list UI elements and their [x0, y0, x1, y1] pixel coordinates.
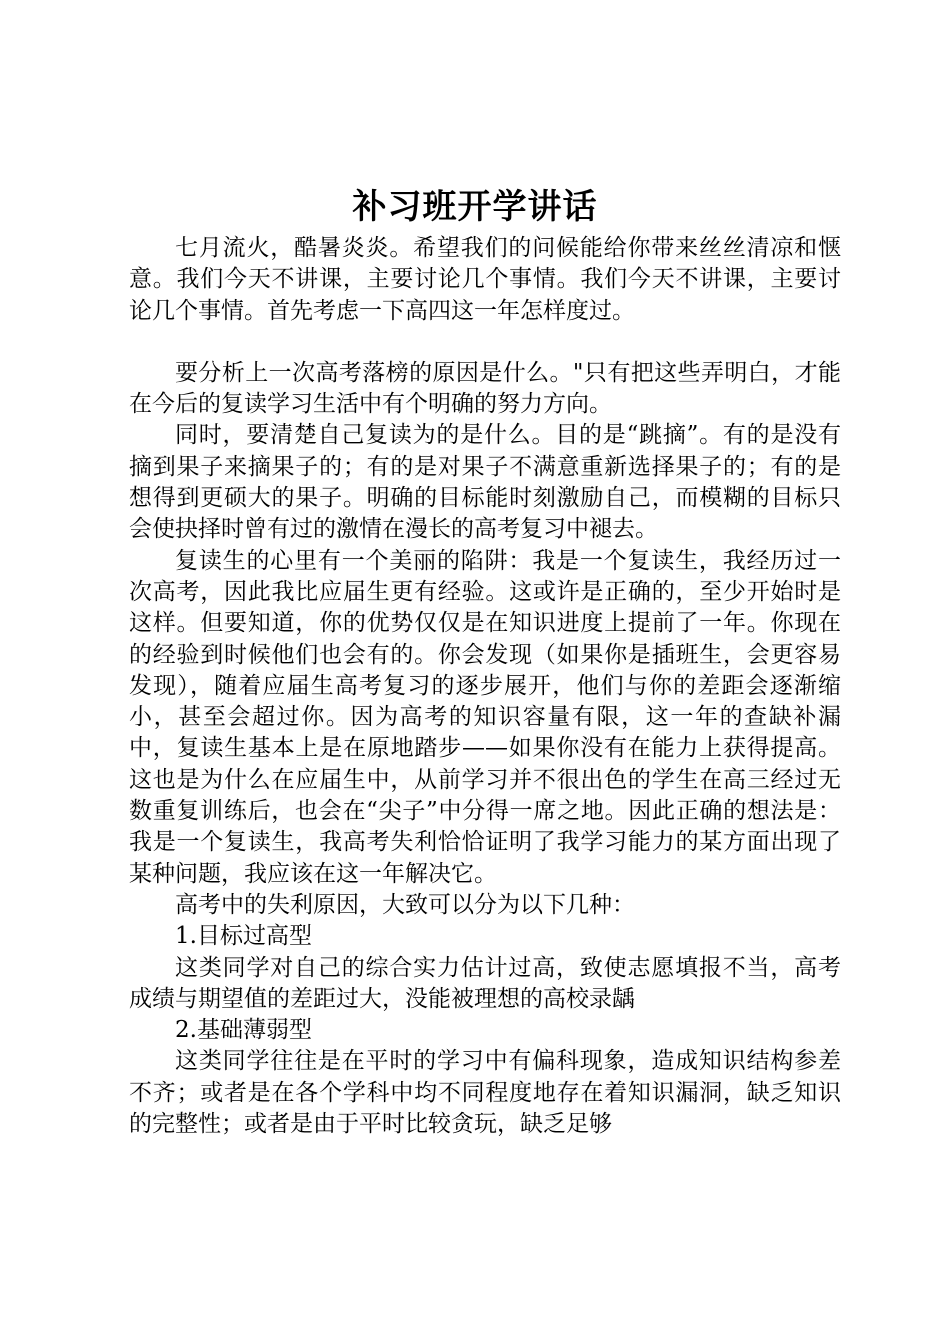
- heading-goal-too-high: 1.目标过高型: [175, 923, 312, 950]
- paragraph-weak-foundation: 这类同学往往是在平时的学习中有偏科现象，造成知识结构参差不齐；或者是在各个学科中均不同程度地存在着知识漏洞，缺乏知识的完整性；或者是由于平时比较贪玩，缺乏足够: [129, 1048, 841, 1138]
- paragraph-purpose: 同时，要清楚自己复读为的是什么。目的是“跳摘”。有的是没有摘到果子来摘果子的；有的是对果子不满意重新选择果子的；有的是想得到更硕大的果子。明确的目标能时刻激励自己，而模糊的目标只会使抉择时曾有过的激情在漫长的高考复习中褪去。: [129, 422, 841, 543]
- paragraph-goal-too-high: 这类同学对自己的综合实力估计过高，致使志愿填报不当，高考成绩与期望值的差距过大，没能被理想的高校录龋: [129, 954, 841, 1012]
- paragraph-trap: 复读生的心里有一个美丽的陷阱：我是一个复读生，我经历过一次高考，因此我比应届生更有经验。这或许是正确的，至少开始时是这样。但要知道，你的优势仅仅是在知识进度上提前了一年。你现在的经验到时候他们也会有的。你会发现（如果你是插班生，会更容易发现），随着应届生高考复习的逐步展开，他们与你的差距会逐渐缩小，甚至会超过你。因为高考的知识容量有限，这一年的查缺补漏中，复读生基本上是在原地踏步——如果你没有在能力上获得提高。这也是为什么在应届生中，从前学习并不很出色的学生在高三经过无数重复训练后，也会在“尖子”中分得一席之地。因此正确的想法是：我是一个复读生，我高考失利恰恰证明了我学习能力的某方面出现了某种问题，我应该在这一年解决它。: [129, 547, 841, 887]
- heading-weak-foundation: 2.基础薄弱型: [175, 1017, 312, 1044]
- document-title: 补习班开学讲话: [352, 187, 598, 227]
- document-body: [129, 233, 841, 1140]
- paragraph-failure-reasons: 高考中的失利原因，大致可以分为以下几种：: [175, 891, 635, 918]
- paragraph-opening: 七月流火，酷暑炎炎。希望我们的问候能给你带来丝丝清凉和惬意。我们今天不讲课，主要讨论几个事情。我们今天不讲课，主要讨论几个事情。首先考虑一下高四这一年怎样度过。: [129, 235, 841, 324]
- paragraph-analyze-reason: 要分析上一次高考落榜的原因是什么。"只有把这些弄明白，才能在今后的复读学习生活中有个明确的努力方向。: [129, 359, 841, 418]
